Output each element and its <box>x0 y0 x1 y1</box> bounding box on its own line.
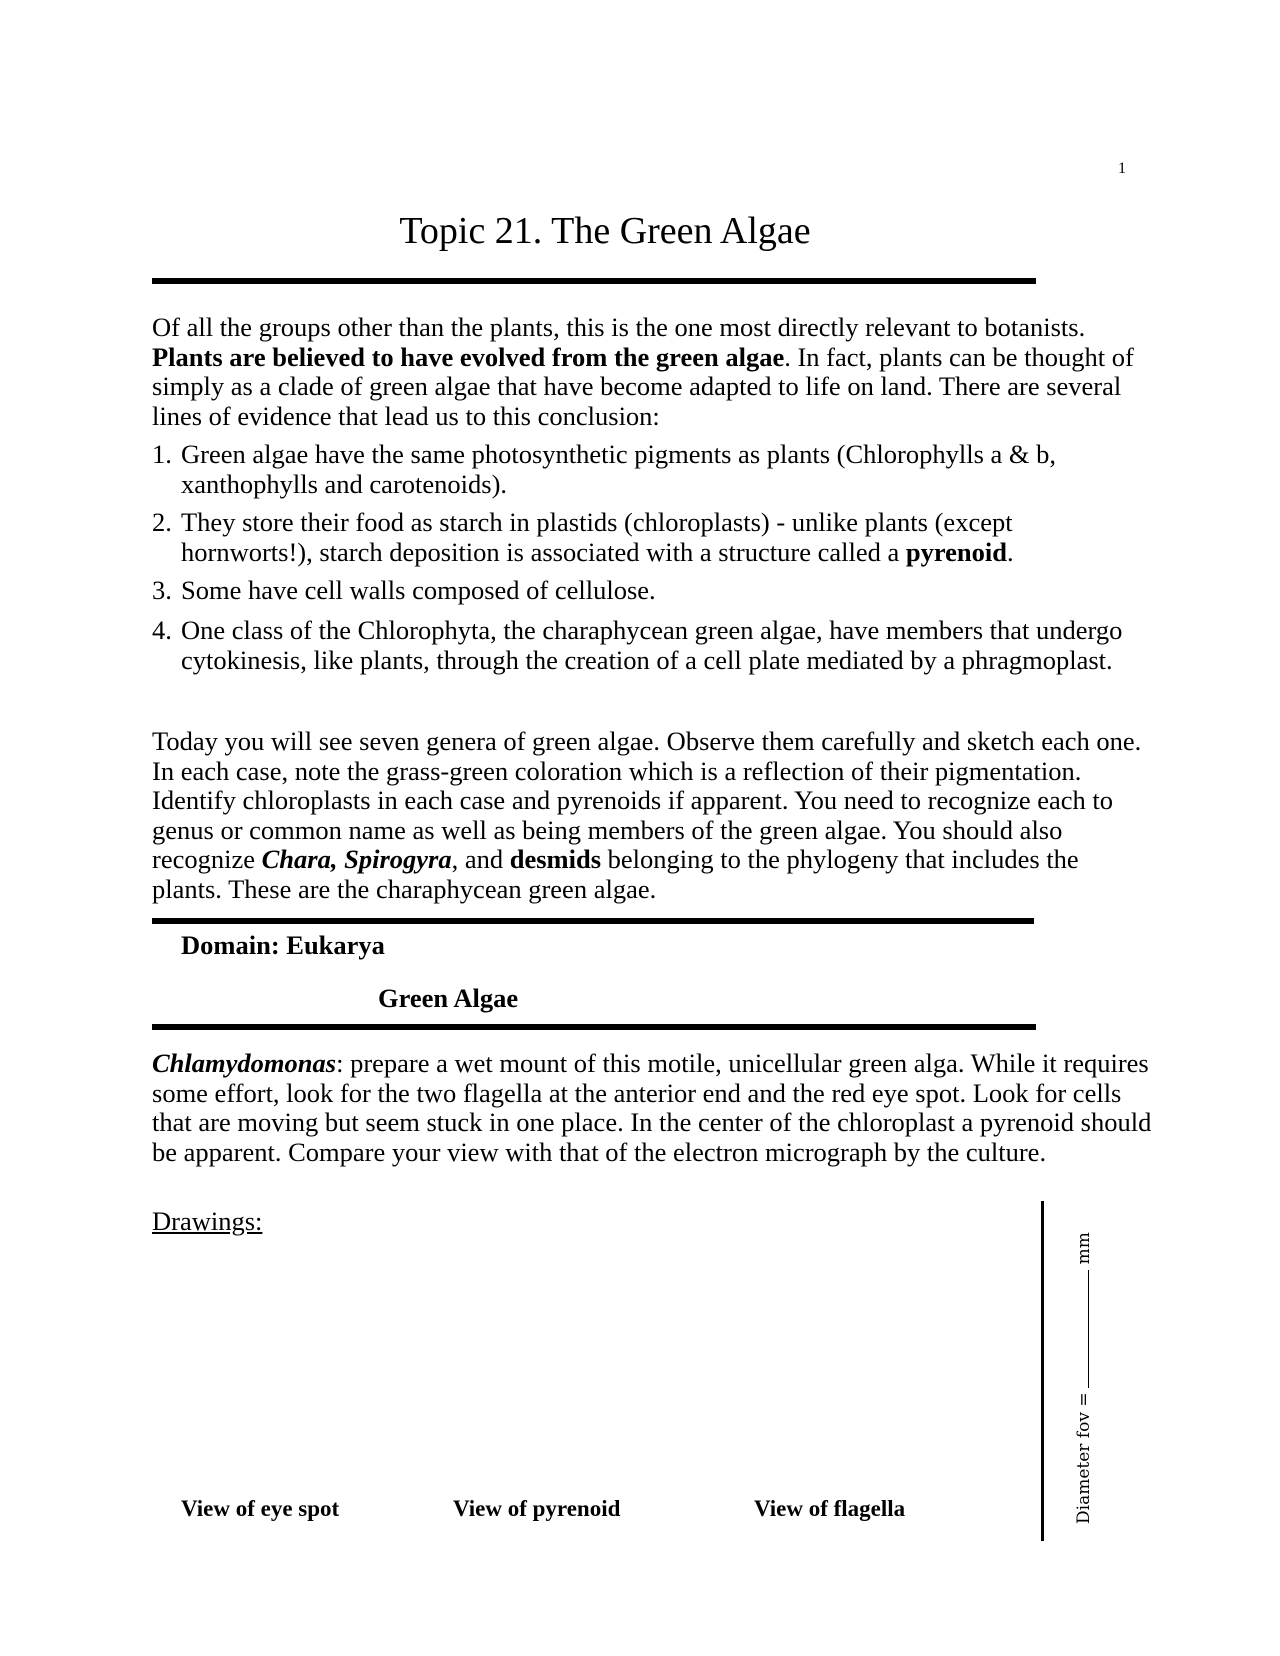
list-number: 2. <box>152 507 172 538</box>
desmids-term: desmids <box>509 844 602 875</box>
fov-blank-line[interactable] <box>1074 1270 1089 1388</box>
drawing-area-divider <box>1041 1201 1044 1541</box>
today-paragraph <box>152 727 1152 905</box>
page-title: Topic 21. The Green Algae <box>399 210 811 252</box>
chlamydomonas-paragraph <box>152 1049 1152 1167</box>
list-item-text: Green algae have the same photosynthetic pigments as plants (Chlorophylls a & b, xanthophylls and carotenoids). <box>181 439 1057 499</box>
group-heading: Green Algae <box>378 983 519 1013</box>
title-divider <box>152 278 1036 284</box>
intro-key-statement: Plants are believed to have evolved from the green algae <box>152 341 785 372</box>
evidence-list <box>152 440 1142 675</box>
page-number: 1 <box>1118 160 1126 177</box>
view-pyrenoid-label: View of pyrenoid <box>453 1496 621 1521</box>
domain-heading: Domain: Eukarya <box>181 930 385 960</box>
list-number: 3. <box>152 575 172 606</box>
intro-text-rest: . In fact, plants can be thought of simply as a clade of green algae that have become adapted to life on land. There are several lines of evidence that lead us to this conclusion: <box>152 341 1134 431</box>
section-divider-bottom <box>152 1024 1036 1030</box>
list-number: 4. <box>152 614 172 645</box>
intro-paragraph <box>152 313 1152 431</box>
list-item-text: They store their food as starch in plastids (chloroplasts) - unlike plants (except hornworts!), starch deposition is associated with a structure called a <box>181 507 1013 567</box>
list-item-text: Some have cell walls composed of cellulose. <box>181 575 656 606</box>
list-item <box>152 508 1142 567</box>
chlamydomonas-text: : prepare a wet mount of this motile, unicellular green alga. While it requires some effort, look for the two flagella at the anterior end and the red eye spot. Look for cells that are moving but seem stuck in one place. In the center of the chloroplast a pyrenoid should be apparent. Compare your view with that of the electron micrograph by the culture. <box>152 1048 1152 1167</box>
list-item-end: . <box>1006 536 1014 567</box>
list-item-text: One class of the Chlorophyta, the charaphycean green algae, have members that undergo cytokinesis, like plants, through the creation of a cell plate mediated by a phragmoplast. <box>181 614 1123 675</box>
list-item <box>152 616 1142 675</box>
fov-diameter-field <box>1074 1232 1094 1524</box>
section-divider-top <box>152 918 1034 924</box>
pyrenoid-term: pyrenoid <box>905 536 1007 567</box>
list-item <box>152 440 1142 499</box>
chara-spirogyra-term: Chara, Spirogyra <box>261 844 452 875</box>
chlamydomonas-name: Chlamydomonas <box>152 1048 337 1078</box>
drawings-label: Drawings: <box>152 1206 263 1236</box>
fov-label: Diameter fov = <box>1074 1392 1094 1524</box>
list-item <box>152 576 1142 606</box>
list-number: 1. <box>152 439 172 469</box>
view-eye-spot-label: View of eye spot <box>181 1496 340 1521</box>
today-text: Today you will see seven genera of green algae. Observe them carefully and sketch each one. In each case, note the grass-green coloration which is a reflection of their pigmentation. Identify chloroplasts in each case and pyrenoids if apparent. You need to recognize each to genus or common name as well as being members of the green algae. You should also recognize <box>152 726 1142 875</box>
fov-unit: mm <box>1074 1232 1094 1265</box>
intro-text: Of all the groups other than the plants, this is the one most directly relevant to botanists. <box>152 312 1086 342</box>
today-text-rest: belonging to the phylogeny that includes the plants. These are the charaphycean green algae. <box>152 844 1079 904</box>
view-flagella-label: View of flagella <box>754 1496 906 1521</box>
today-text-and: , and <box>451 844 510 875</box>
